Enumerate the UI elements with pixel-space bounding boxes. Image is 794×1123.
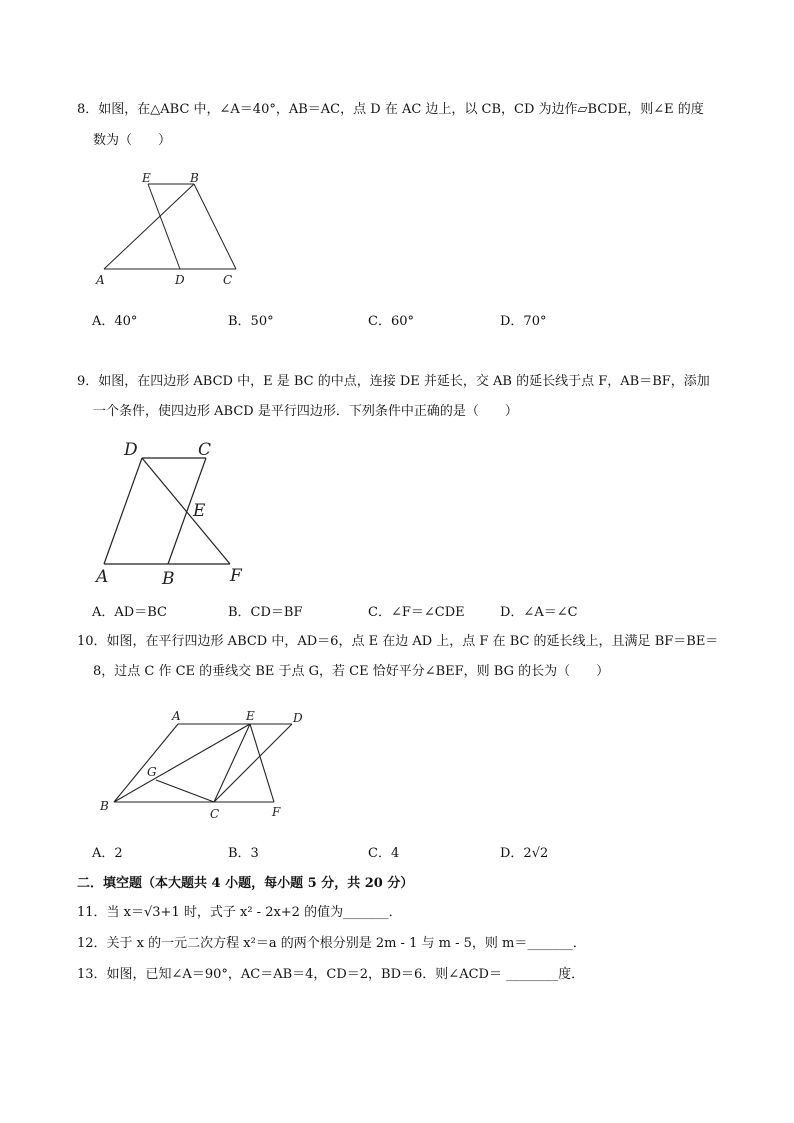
q9-label-e: E [193,501,206,521]
q8-label-a: A [96,273,105,287]
q10-label-a: A [172,709,181,723]
q10-label-d: D [293,711,303,725]
q10-stem-line2: 8，过点 C 作 CE 的垂线交 BE 于点 G，若 CE 恰好平分∠BEF，则 BG 的长为（ ） [93,664,610,679]
q8-stem-line1: 8．如图，在△ABC 中，∠A＝40°，AB＝AC，点 D 在 AC 边上，以 CB，CD 为边作▱BCDE，则∠E 的度 [77,102,704,117]
q10-line-ec [214,724,250,802]
q10-label-c: C [210,807,220,821]
section-heading-fill-in: 二．填空题（本大题共 4 小题，每小题 5 分，共 20 分） [77,876,414,891]
q8-option-a[interactable]: A．40° [92,314,138,329]
q9-stem-line1: 9．如图，在四边形 ABCD 中，E 是 BC 的中点，连接 DE 并延长，交 AB 的延长线于点 F，AB＝BF，添加 [77,374,710,389]
q8-label-e: E [142,171,151,185]
q8-line-bc [194,184,236,269]
q8-option-b[interactable]: B．50° [228,314,274,329]
q8-option-d[interactable]: D．70° [500,314,547,329]
q8-line-ed [148,184,180,269]
q8-option-c[interactable]: C．60° [368,314,414,329]
q10-label-b: B [100,799,109,813]
q10-line-gc [156,780,214,802]
q10-line-ab [114,724,178,802]
q8-figure [90,168,250,290]
q8-line-ab [104,184,194,269]
q10-option-b[interactable]: B．3 [228,846,259,861]
q9-option-d[interactable]: D．∠A＝∠C [500,605,578,620]
q8-stem-line2: 数为（ ） [93,133,172,148]
q10-option-d[interactable]: D．2√2 [500,846,549,861]
q8-label-b: B [190,171,199,185]
q9-label-a: A [96,567,109,587]
q10-figure [90,706,320,828]
q9-figure [90,438,260,590]
q9-label-f: F [230,566,242,586]
q8-label-d: D [175,273,185,287]
q13-stem: 13．如图，已知∠A＝90°，AC＝AB＝4，CD＝2，BD＝6．则∠ACD＝ ________度． [77,967,585,982]
q9-option-b[interactable]: B．CD＝BF [228,605,303,620]
q9-label-c: C [198,440,212,460]
q10-label-f: F [272,805,281,819]
q9-option-a[interactable]: A．AD＝BC [92,605,167,620]
q10-option-a[interactable]: A．2 [92,846,123,861]
q9-line-ad [104,458,142,564]
q10-option-c[interactable]: C．4 [368,846,400,861]
q8-label-c: C [223,273,233,287]
q10-label-e: E [246,709,255,723]
q9-line-df [142,458,230,564]
q9-option-c[interactable]: C．∠F＝∠CDE [368,605,465,620]
q11-stem: 11．当 x＝√3+1 时，式子 x² - 2x+2 的值为_______． [77,905,402,920]
q9-stem-line2: 一个条件，使四边形 ABCD 是平行四边形．下列条件中正确的是（ ） [93,404,518,419]
q10-stem-line1: 10．如图，在平行四边形 ABCD 中，AD＝6，点 E 在边 AD 上，点 F 在 BC 的延长线上，且满足 BF＝BE＝ [77,634,719,649]
q9-label-d: D [124,440,138,460]
q12-stem: 12．关于 x 的一元二次方程 x²＝a 的两个根分别是 2m - 1 与 m - 5，则 m＝_______． [77,936,586,951]
q10-label-g: G [147,765,157,779]
q10-line-dc [214,724,292,802]
q9-label-b: B [162,569,175,589]
